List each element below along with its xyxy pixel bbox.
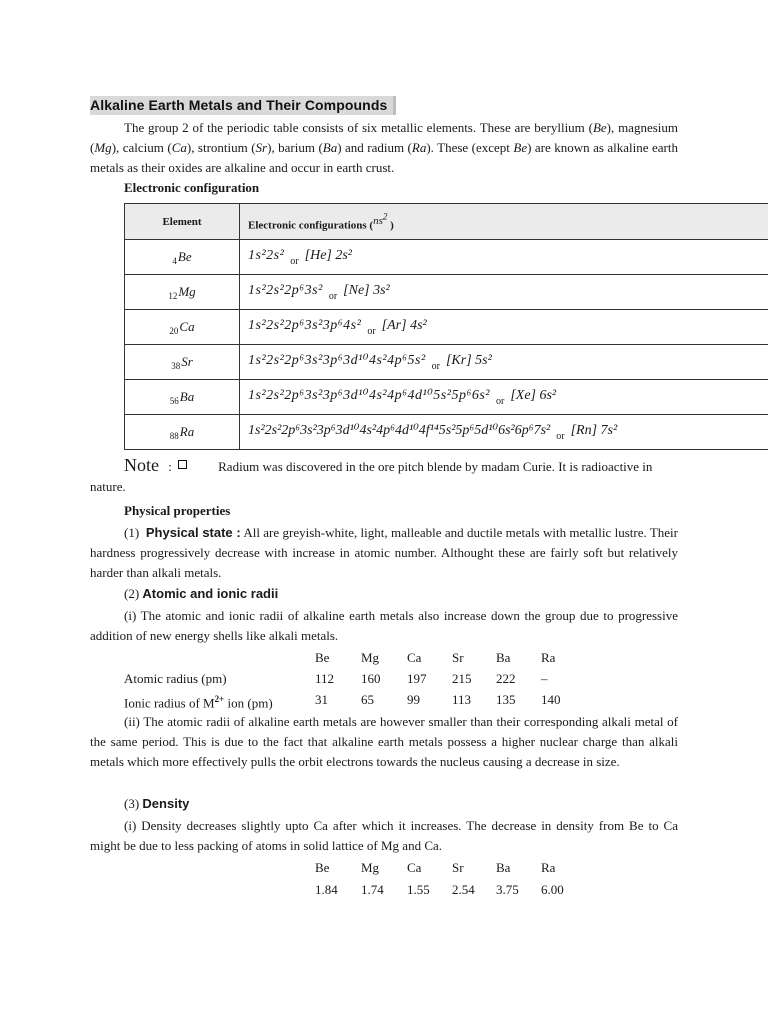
atomic-radius-value: 112 [315,671,335,686]
intro-text-8: ) are known as alkaline earth metals as their oxides are alkaline and occur in earth crust. [90,140,678,175]
ionic-radius-value: 65 [361,692,374,707]
ionic-radius-label [124,689,273,713]
element-symbol: Mg [178,283,196,299]
or-label: or [290,256,299,267]
density-value: 3.75 [496,882,519,897]
ionic-label-post: ion (pm) [224,695,273,711]
radii-header-mg: Mg [361,650,380,665]
radii-header-be: Be [315,650,330,665]
short-config: [Rn] 7s² [570,423,618,438]
radii-paragraph-1: (i) The atomic and ionic radii of alkaline earth metals also increase down the group due to progressive addition of new energy shells like alkali metals. [90,608,678,643]
element-symbol: Ba [179,388,195,404]
short-config: [Ne] 3s² [343,283,390,298]
intro-text-1: The group 2 of the periodic table consists of six metallic elements. These are beryllium ( [124,120,593,135]
short-config: [He] 2s² [304,248,353,263]
note-label: Note [124,455,159,475]
radii-title: Atomic and ionic radii [142,586,279,601]
atomic-radius-label: Atomic radius (pm) [124,671,227,686]
electronic-config-table [124,203,768,450]
physical-properties-heading: Physical properties [124,503,231,518]
full-config: 1s²2s²2p⁶3s²3p⁶3d¹⁰4s²4p⁶5s² [248,353,426,368]
atomic-radius-value: 222 [496,671,516,686]
atomic-radius-value: 197 [407,671,427,686]
intro-text-6: ) and radium ( [337,140,412,155]
table-header-row [125,204,768,240]
ionic-radius-value: 31 [315,692,328,707]
or-label: or [367,326,376,337]
col-element-header: Element [125,204,240,240]
intro-text-2: ), magnesium ( [90,120,679,155]
atomic-radius-value: 215 [452,671,472,686]
element-symbol: Sr [181,353,193,369]
full-config: 1s²2s²2p⁶3s²3p⁶3d¹⁰4s²4p⁶4d¹⁰5s²5p⁶6s² [248,388,490,403]
section-number: (3) [124,796,140,811]
intro-text-4: ), strontium ( [186,140,256,155]
element-cell [125,345,240,380]
density-header-ra: Ra [541,860,556,875]
density-header-mg: Mg [361,860,380,875]
or-label: or [556,431,565,442]
atomic-number: 20 [169,325,179,336]
element-symbol: Be [177,248,192,264]
atomic-number: 38 [171,360,181,371]
intro-mg: Mg [94,140,112,155]
general-config-base: ns [373,215,383,228]
intro-be: Be [592,120,607,135]
short-config: [Kr] 5s² [445,353,492,368]
atomic-radius-value: 160 [361,671,381,686]
radii-header-sr: Sr [452,650,464,665]
physical-state-paragraph [90,523,678,583]
table-row [125,380,768,415]
atomic-number: 12 [168,290,178,301]
density-value: 2.54 [452,882,475,897]
ionic-radius-value: 140 [541,692,561,707]
density-title: Density [142,796,190,811]
density-title-line [124,794,189,814]
section-number: (2) [124,586,140,601]
intro-be-2: Be [513,140,528,155]
density-paragraph: (i) Density decreases slightly upto Ca after which it increases. The decrease in density from Be to Ca might be due to less packing of atoms in solid lattice of Mg and Ca. [90,818,678,853]
full-config: 1s²2s² [248,248,285,263]
ionic-radius-value: 99 [407,692,420,707]
density-value: 1.74 [361,882,384,897]
electronic-config-heading: Electronic configuration [124,180,260,195]
config-cell [240,275,768,310]
density-header-be: Be [315,860,330,875]
radii-header-ba: Ba [496,650,511,665]
general-config [373,211,388,228]
ionic-label-pre: Ionic radius of M [124,695,215,711]
config-cell [240,415,768,450]
ionic-radius-value: 113 [452,692,472,707]
note-colon: : [168,459,172,474]
checkbox-icon [178,460,187,469]
element-cell [125,310,240,345]
intro-sr: Sr [255,140,268,155]
atomic-radius-value: – [541,671,548,686]
intro-text-7: ). These (except [426,140,514,155]
element-cell [125,240,240,275]
physical-state-title: Physical state : [145,525,241,540]
physical-state-text: All are greyish-white, light, malleable and ductile metals with metallic lustre. Their hardness progressively decrease with increase in atomic number. Althought these are fairly soft but relatively harder than alkali metals. [90,525,679,580]
intro-ra: Ra [411,140,427,155]
col-config-header [240,204,768,240]
config-cell [240,380,768,415]
note-block [90,455,680,497]
intro-ca: Ca [171,140,187,155]
intro-text-5: ), barium ( [267,140,323,155]
density-header-ba: Ba [496,860,511,875]
general-config-sup: 2 [382,211,388,222]
full-config: 1s²2s²2p⁶3s²3p⁶3d¹⁰4s²4p⁶4d¹⁰4f¹⁴5s²5p⁶5d¹⁰6s²6p⁶7s² [248,423,551,438]
radii-header-ra: Ra [541,650,556,665]
short-config: [Ar] 4s² [381,318,427,333]
ionic-label-sup: 2+ [214,694,225,704]
element-symbol: Ca [179,318,195,334]
note-text: Radium was discovered in the ore pitch blende by madam Curie. It is radioactive in nature. [90,459,653,494]
table-row [125,345,768,380]
intro-ba: Ba [322,140,338,155]
table-row [125,415,768,450]
section-number: (1) [124,525,140,540]
short-config: [Xe] 6s² [510,388,557,403]
radii-paragraph-2: (ii) The atomic radii of alkaline earth metals are however smaller than their corresponding alkali metal of the same period. This is due to the fact that alkaline earth metals possess a higher nuclear charge than alkali metals which more effectively pulls the orbit electrons towards the nucleus causing a decrease in size. [90,714,678,769]
element-cell [125,275,240,310]
density-header-ca: Ca [407,860,422,875]
density-header-sr: Sr [452,860,464,875]
intro-paragraph [90,118,678,178]
atomic-number: 88 [169,430,179,441]
or-label: or [328,291,338,302]
element-symbol: Ra [179,423,195,439]
atomic-number: 4 [172,255,177,266]
element-cell [125,380,240,415]
config-cell [240,310,768,345]
col-config-label: Electronic configurations ( [248,219,374,232]
table-row [125,240,768,275]
element-cell [125,415,240,450]
table-row [125,275,768,310]
full-config: 1s²2s²2p⁶3s² [248,283,323,298]
col-config-close: ) [387,219,394,232]
intro-text-3: ), calcium ( [111,140,172,155]
config-cell [240,345,768,380]
config-cell [240,240,768,275]
radii-header-ca: Ca [407,650,422,665]
or-label: or [495,396,505,407]
full-config: 1s²2s²2p⁶3s²3p⁶4s² [248,318,362,333]
density-value: 1.84 [315,882,338,897]
or-label: or [431,361,440,372]
page-title: Alkaline Earth Metals and Their Compounds [90,96,396,115]
density-value: 1.55 [407,882,430,897]
ionic-radius-value: 135 [496,692,516,707]
atomic-number: 56 [169,395,179,406]
density-value: 6.00 [541,882,564,897]
radii-title-line [124,584,278,604]
table-row [125,310,768,345]
